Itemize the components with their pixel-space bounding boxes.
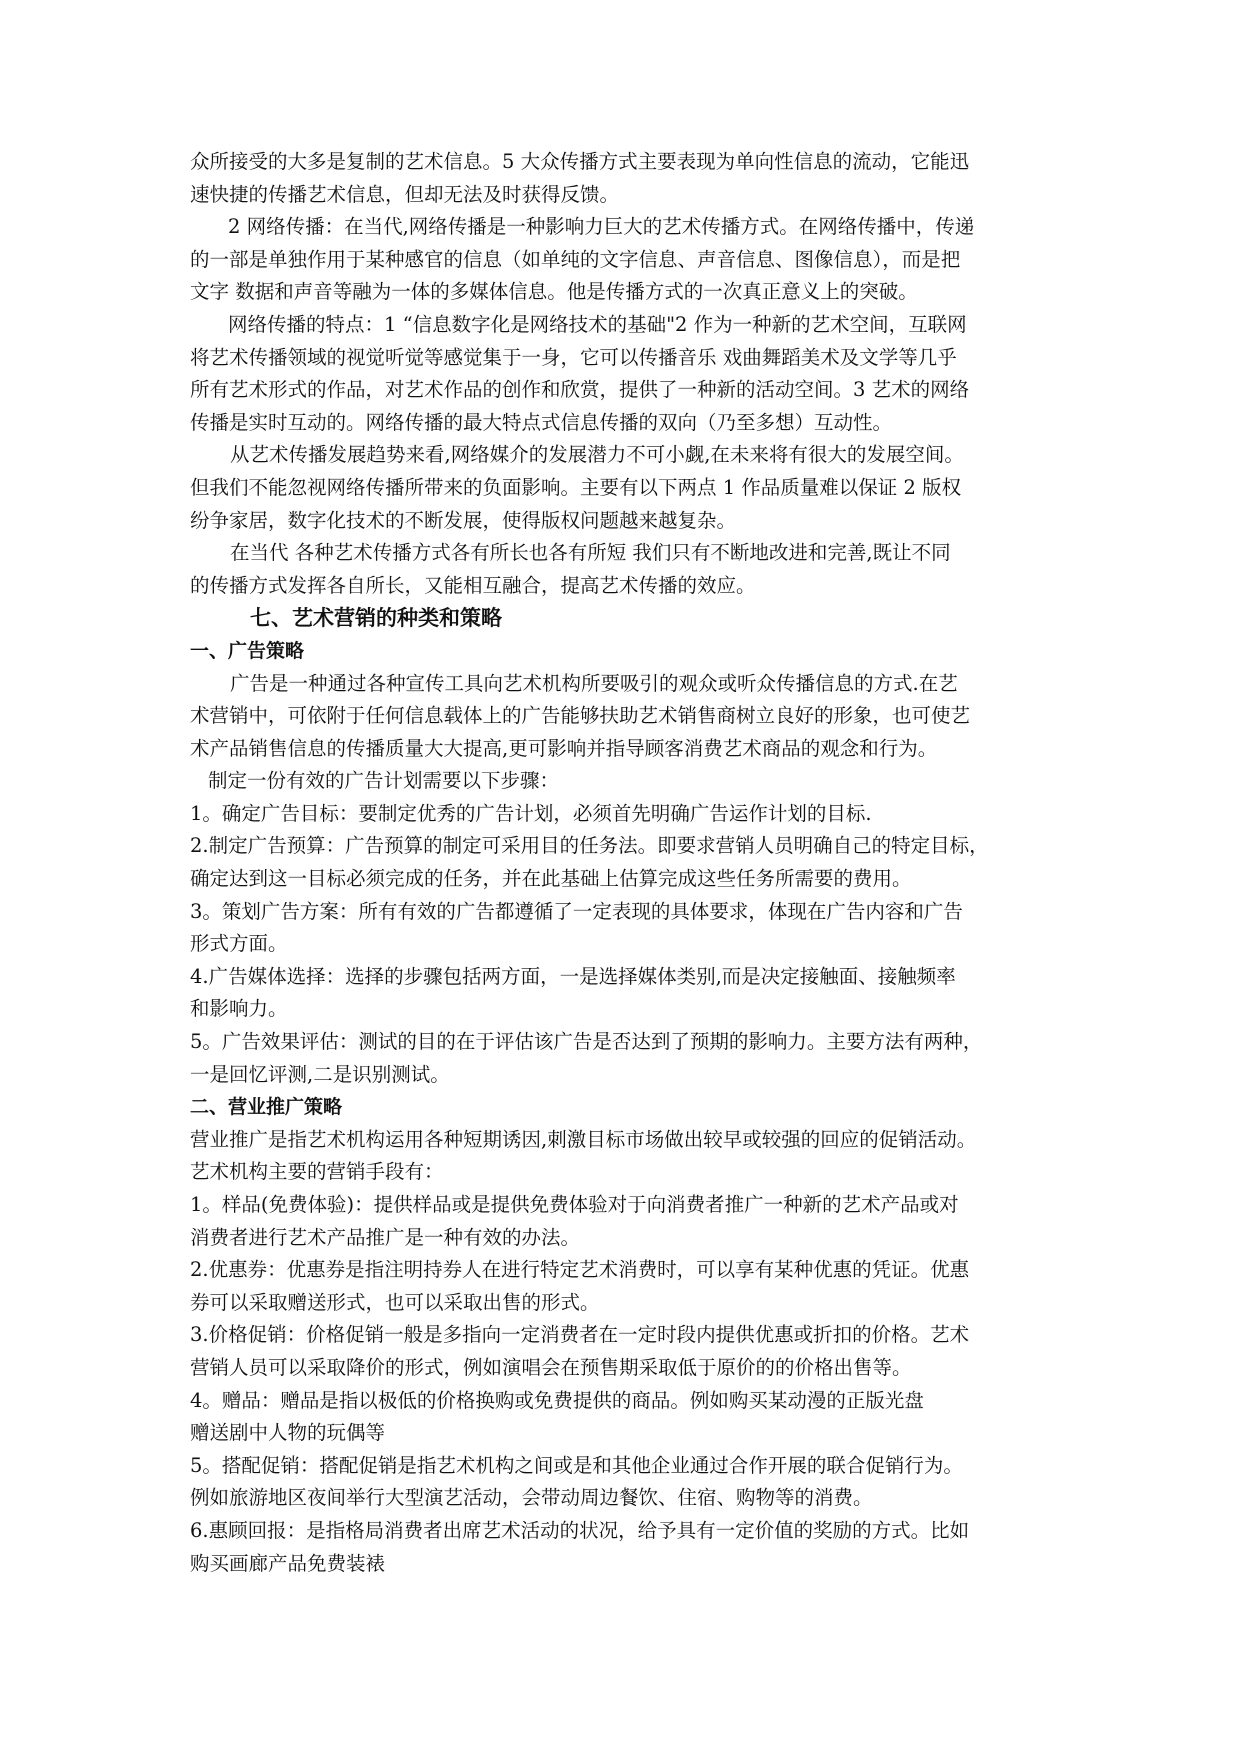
text-line: 赠送剧中人物的玩偶等 xyxy=(190,1421,386,1445)
text-line: 众所接受的大多是复制的艺术信息。5 大众传播方式主要表现为单向性信息的流动，它能迅 xyxy=(190,150,970,173)
list-item: 2.优惠券：优惠券是指注明持券人在进行特定艺术消费时，可以享有某种优惠的凭证。优惠 xyxy=(190,1258,970,1282)
text-line: 消费者进行艺术产品推广是一种有效的办法。 xyxy=(190,1225,581,1249)
list-item: 6.惠顾回报：是指格局消费者出席艺术活动的状况，给予具有一定价值的奖励的方式。比如 xyxy=(190,1518,970,1542)
text-line: 和影响力。 xyxy=(190,997,288,1021)
text-line: 从艺术传播发展趋势来看,网络媒介的发展潜力不可小觑,在未来将有很大的发展空间。 xyxy=(230,443,964,467)
text-line: 网络传播的特点：1 “信息数字化是网络技术的基础"2 作为一种新的艺术空间，互联网 xyxy=(228,312,967,336)
text-line: 所有艺术形式的作品，对艺术作品的创作和欣赏，提供了一种新的活动空间。3 艺术的网络 xyxy=(190,378,970,402)
text-line: 术产品销售信息的传播质量大大提高,更可影响并指导顾客消费艺术商品的观念和行为。 xyxy=(190,736,938,760)
text-line: 在当代 各种艺术传播方式各有所长也各有所短 我们只有不断地改进和完善,既让不同 xyxy=(230,541,951,565)
list-item: 1。样品(免费体验)：提供样品或是提供免费体验对于向消费者推广一种新的艺术产品或对 xyxy=(190,1193,959,1216)
text-line: 购买画廊产品免费装裱 xyxy=(190,1551,386,1575)
list-item: 3。策划广告方案：所有有效的广告都遵循了一定表现的具体要求，体现在广告内容和广告 xyxy=(190,899,963,923)
text-line: 营业推广是指艺术机构运用各种短期诱因,刺激目标市场做出较早或较强的回应的促销活动。 xyxy=(190,1127,977,1151)
text-line: 形式方面。 xyxy=(190,932,288,956)
text-line: 制定一份有效的广告计划需要以下步骤： xyxy=(208,769,560,793)
text-line: 广告是一种通过各种宣传工具向艺术机构所要吸引的观众或听众传播信息的方式.在艺 xyxy=(230,671,958,695)
list-item: 2.制定广告预算：广告预算的制定可采用目的任务法。即要求营销人员明确自己的特定目标， xyxy=(190,834,989,858)
text-line: 将艺术传播领域的视觉听觉等感觉集于一身，它可以传播音乐 戏曲舞蹈美术及文学等几乎 xyxy=(190,345,957,369)
text-line: 但我们不能忽视网络传播所带来的负面影响。主要有以下两点 1 作品质量难以保证 2 版权 xyxy=(190,475,962,499)
section-title: 七、艺术营销的种类和策略 xyxy=(250,606,502,631)
text-line: 的传播方式发挥各自所长，又能相互融合，提高艺术传播的效应。 xyxy=(190,573,756,597)
subsection-title: 一、广告策略 xyxy=(190,639,305,662)
document-page xyxy=(190,146,1060,1580)
text-line: 确定达到这一目标必须完成的任务，并在此基础上估算完成这些任务所需要的费用。 xyxy=(190,867,912,891)
text-line: 传播是实时互动的。网络传播的最大特点式信息传播的双向（乃至多想）互动性。 xyxy=(190,410,893,434)
text-line: 一是回忆评测,二是识别测试。 xyxy=(190,1062,450,1086)
text-line: 券可以采取赠送形式，也可以采取出售的形式。 xyxy=(190,1290,600,1314)
list-item: 1。确定广告目标：要制定优秀的广告计划，必须首先明确广告运作计划的目标. xyxy=(190,801,872,825)
text-line: 的一部是单独作用于某种感官的信息（如单纯的文字信息、声音信息、图像信息），而是把 xyxy=(190,247,961,271)
text-line: 例如旅游地区夜间举行大型演艺活动，会带动周边餐饮、住宿、购物等的消费。 xyxy=(190,1486,873,1510)
list-item: 5。广告效果评估：测试的目的在于评估该广告是否达到了预期的影响力。主要方法有两种， xyxy=(190,1030,983,1054)
list-item: 4.广告媒体选择：选择的步骤包括两方面，一是选择媒体类别,而是决定接触面、接触频率 xyxy=(190,964,956,988)
text-line: 艺术机构主要的营销手段有： xyxy=(190,1160,444,1184)
list-item: 4。赠品：赠品是指以极低的价格换购或免费提供的商品。例如购买某动漫的正版光盘 xyxy=(190,1388,924,1412)
text-line: 2 网络传播：在当代,网络传播是一种影响力巨大的艺术传播方式。在网络传播中，传递 xyxy=(228,215,975,239)
text-line: 营销人员可以采取降价的形式，例如演唱会在预售期采取低于原价的的价格出售等。 xyxy=(190,1355,912,1379)
text-line: 速快捷的传播艺术信息，但却无法及时获得反馈。 xyxy=(190,182,620,206)
text-line: 文字 数据和声音等融为一体的多媒体信息。他是传播方式的一次真正意义上的突破。 xyxy=(190,280,918,304)
list-item: 5。搭配促销：搭配促销是指艺术机构之间或是和其他企业通过合作开展的联合促销行为。 xyxy=(190,1453,963,1477)
text-line: 纷争家居，数字化技术的不断发展，使得版权问题越来越复杂。 xyxy=(190,508,737,532)
list-item: 3.价格促销：价格促销一般是多指向一定消费者在一定时段内提供优惠或折扣的价格。艺术 xyxy=(190,1323,970,1347)
text-line: 术营销中，可依附于任何信息载体上的广告能够扶助艺术销售商树立良好的形象，也可使艺 xyxy=(190,704,971,728)
subsection-title: 二、营业推广策略 xyxy=(190,1096,343,1119)
